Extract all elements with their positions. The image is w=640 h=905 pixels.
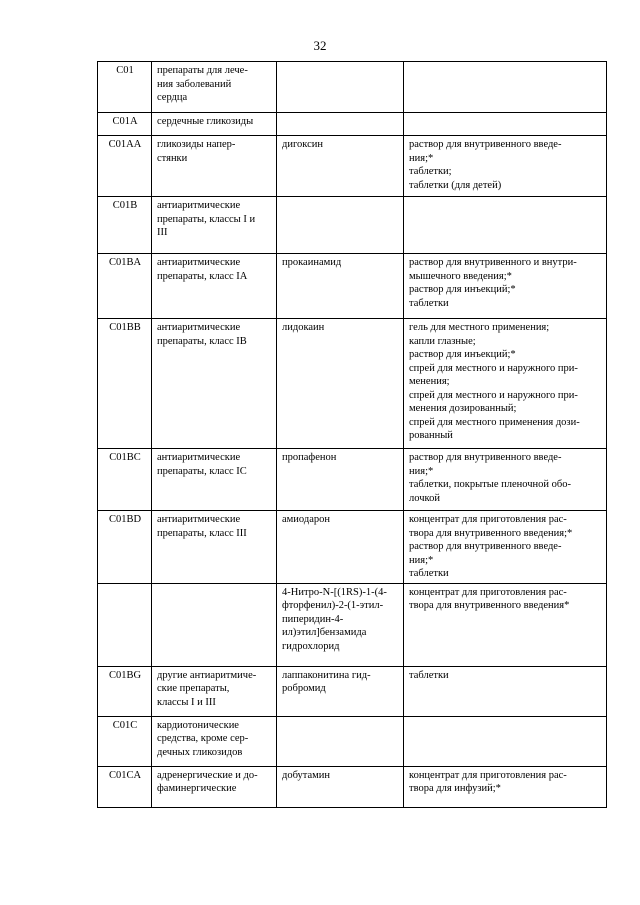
drug-name-cell-line: 4-Нитро-N-[(1RS)-1-(4- (282, 586, 387, 598)
drug-name-cell-line: ил)этил]бензамида (282, 627, 367, 638)
dosage-form-cell-line: менения дозированный; (409, 403, 517, 414)
drug-name-cell (277, 511, 404, 584)
dosage-form-cell-line: менения; (409, 376, 450, 387)
dosage-form-cell-line: твора для внутривенного введения;* (409, 527, 573, 539)
drug-name-cell (277, 716, 404, 766)
dosage-form-cell (404, 254, 607, 319)
dosage-form-cell (404, 319, 607, 449)
atc-code-cell: C01BB (98, 319, 152, 449)
anatomical-group-cell-line: препараты для лече- (157, 65, 248, 76)
anatomical-group-cell-line: адренергические и до- (157, 769, 258, 781)
dosage-form-cell (404, 113, 607, 136)
anatomical-group-cell (152, 319, 277, 449)
drug-name-cell-line: дигоксин (282, 139, 323, 150)
anatomical-group-cell-line: антиаритмические (157, 200, 241, 211)
anatomical-group-cell (152, 136, 277, 197)
anatomical-group-cell-line: антиаритмические (157, 322, 241, 333)
drug-name-cell (277, 254, 404, 319)
atc-code-cell: C01A (98, 113, 152, 136)
anatomical-group-cell-line: средства, кроме сер- (157, 733, 249, 744)
atc-code-cell: C01BD (98, 511, 152, 584)
anatomical-group-cell-line: гликозиды напер- (157, 139, 236, 150)
dosage-form-cell-line: таблетки (409, 568, 449, 579)
anatomical-group-cell (152, 716, 277, 766)
dosage-form-cell (404, 666, 607, 716)
dosage-form-cell-line: таблетки (409, 297, 449, 309)
drug-name-cell (277, 666, 404, 716)
dosage-form-cell-line: лочкой (409, 492, 440, 504)
dosage-form-cell-line: капли глазные; (409, 335, 476, 347)
anatomical-group-cell (152, 766, 277, 807)
atc-code-cell: C01BC (98, 449, 152, 511)
dosage-form-cell-line: ния;* (409, 465, 434, 477)
anatomical-group-cell-line: дечных гликозидов (157, 746, 243, 758)
drug-classification-table (97, 61, 607, 808)
drug-name-cell-line: гидрохлорид (282, 640, 340, 652)
table-row (98, 666, 607, 716)
drug-name-cell-line: лаппаконитина гид- (282, 669, 371, 681)
table-row (98, 319, 607, 449)
anatomical-group-cell (152, 449, 277, 511)
anatomical-group-cell-line: кардиотонические (157, 719, 239, 731)
dosage-form-cell-line: рованный (409, 430, 453, 441)
drug-name-cell (277, 319, 404, 449)
table-row (98, 716, 607, 766)
dosage-form-cell-line: концентрат для приготовления рас- (409, 514, 567, 525)
dosage-form-cell-line: спрей для местного и наружного при- (409, 389, 578, 401)
dosage-form-cell-line: таблетки (409, 669, 449, 681)
dosage-form-cell-line: таблетки, покрытые пленочной обо- (409, 479, 571, 490)
atc-code-cell: C01BA (98, 254, 152, 319)
atc-code-cell: C01 (98, 62, 152, 113)
table-row (98, 136, 607, 197)
anatomical-group-cell-line: классы I и III (157, 696, 216, 708)
dosage-form-cell-line: таблетки; (409, 166, 452, 177)
dosage-form-cell (404, 449, 607, 511)
page-number: 32 (313, 38, 327, 53)
dosage-form-cell (404, 136, 607, 197)
table-row (98, 511, 607, 584)
dosage-form-cell-line: раствор для внутривенного введе- (409, 541, 562, 552)
anatomical-group-cell (152, 113, 277, 136)
dosage-form-cell-line: твора для инфузий;* (409, 783, 501, 794)
drug-name-cell (277, 449, 404, 511)
anatomical-group-cell-line: ния заболеваний (157, 78, 232, 90)
drug-name-cell (277, 113, 404, 136)
anatomical-group-cell-line: ские препараты, (157, 683, 230, 694)
anatomical-group-cell (152, 197, 277, 254)
dosage-form-cell (404, 583, 607, 666)
anatomical-group-cell-line: сердца (157, 92, 188, 103)
anatomical-group-cell-line: препараты, класс IB (157, 335, 247, 347)
drug-name-cell (277, 136, 404, 197)
dosage-form-cell-line: таблетки (для детей) (409, 179, 502, 191)
anatomical-group-cell-line: III (157, 227, 168, 238)
atc-code-cell (98, 583, 152, 666)
anatomical-group-cell (152, 254, 277, 319)
drug-name-cell (277, 197, 404, 254)
dosage-form-cell (404, 62, 607, 113)
table-row (98, 449, 607, 511)
anatomical-group-cell-line: препараты, класс III (157, 527, 247, 539)
atc-code-cell: C01BG (98, 666, 152, 716)
dosage-form-cell-line: раствор для инъекций;* (409, 284, 516, 295)
dosage-form-cell-line: спрей для местного и наружного при- (409, 362, 578, 374)
atc-code-cell: C01C (98, 716, 152, 766)
drug-name-cell-line: добутамин (282, 769, 331, 781)
anatomical-group-cell-line: антиаритмические (157, 452, 241, 463)
table-row (98, 197, 607, 254)
dosage-form-cell-line: раствор для внутривенного введе- (409, 139, 562, 150)
table-row (98, 113, 607, 136)
drug-name-cell-line: амиодарон (282, 514, 330, 525)
anatomical-group-cell-line: антиаритмические (157, 514, 241, 525)
drug-name-cell-line: лидокаин (282, 322, 325, 333)
dosage-form-cell-line: концентрат для приготовления рас- (409, 586, 567, 598)
dosage-form-cell-line: гель для местного применения; (409, 322, 550, 333)
atc-code-cell: C01B (98, 197, 152, 254)
atc-code-cell: C01CA (98, 766, 152, 807)
dosage-form-cell (404, 716, 607, 766)
dosage-form-cell-line: спрей для местного применения дози- (409, 416, 580, 428)
table-row (98, 254, 607, 319)
dosage-form-cell-line: мышечного введения;* (409, 270, 512, 282)
drug-name-cell (277, 766, 404, 807)
atc-code-cell: C01AA (98, 136, 152, 197)
drug-name-cell (277, 583, 404, 666)
dosage-form-cell (404, 511, 607, 584)
anatomical-group-cell (152, 666, 277, 716)
dosage-form-cell-line: раствор для внутривенного и внутри- (409, 257, 577, 268)
drug-name-cell (277, 62, 404, 113)
drug-name-cell-line: пропафенон (282, 452, 337, 463)
anatomical-group-cell-line: стянки (157, 152, 188, 164)
anatomical-group-cell-line: препараты, класс IA (157, 270, 248, 282)
table-row (98, 583, 607, 666)
dosage-form-cell-line: ния;* (409, 152, 434, 164)
anatomical-group-cell-line: препараты, класс IC (157, 465, 247, 477)
drug-name-cell-line: фторфенил)-2-(1-этил- (282, 600, 384, 611)
anatomical-group-cell-line: антиаритмические (157, 257, 241, 268)
anatomical-group-cell-line: препараты, классы I и (157, 213, 256, 225)
drug-name-cell-line: робромид (282, 683, 326, 694)
table-row (98, 766, 607, 807)
anatomical-group-cell-line: другие антиаритмиче- (157, 669, 257, 681)
anatomical-group-cell-line: сердечные гликозиды (157, 116, 254, 127)
anatomical-group-cell (152, 62, 277, 113)
dosage-form-cell-line: твора для внутривенного введения* (409, 600, 570, 611)
drug-name-cell-line: пиперидин-4- (282, 613, 344, 625)
dosage-form-cell (404, 197, 607, 254)
table-row (98, 62, 607, 113)
anatomical-group-cell (152, 583, 277, 666)
dosage-form-cell-line: концентрат для приготовления рас- (409, 769, 567, 781)
anatomical-group-cell-line: фаминергические (157, 783, 237, 794)
anatomical-group-cell (152, 511, 277, 584)
dosage-form-cell-line: ния;* (409, 554, 434, 566)
drug-name-cell-line: прокаинамид (282, 257, 342, 268)
dosage-form-cell-line: раствор для инъекций;* (409, 349, 516, 360)
dosage-form-cell (404, 766, 607, 807)
dosage-form-cell-line: раствор для внутривенного введе- (409, 452, 562, 463)
